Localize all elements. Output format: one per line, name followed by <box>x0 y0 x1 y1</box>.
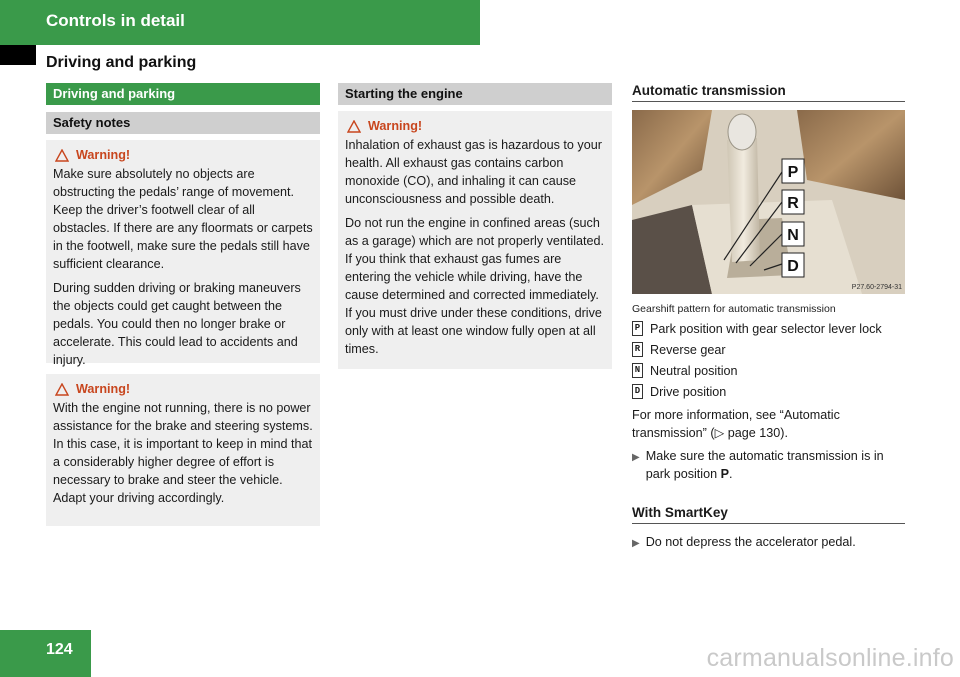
photo-label-r: R <box>787 195 799 212</box>
photo-caption: Gearshift pattern for automatic transmission <box>632 303 836 315</box>
warning-triangle-icon <box>347 120 361 133</box>
page-number: 124 <box>46 641 73 658</box>
section-bar-starting: Starting the engine <box>338 83 612 105</box>
gear-item-d <box>632 381 908 402</box>
photo-label-p: P <box>787 164 799 181</box>
gear-item-n <box>632 360 908 381</box>
warning-paragraph: Do not run the engine in confined areas (such as a garage) which are not properly ventilated. If you think that exhaust gas fumes are entering the vehicle while driving, have the cause determined and corrected immediately. If you must drive under these conditions, drive only with at least one window fully open at all times. <box>345 216 605 356</box>
gear-item-r <box>632 339 908 360</box>
gearshift-photo <box>632 110 905 294</box>
bullet-accelerator <box>632 533 908 553</box>
watermark: carmanualsonline.info <box>706 644 954 672</box>
section-bar-driving: Driving and parking <box>46 83 320 105</box>
warning-paragraph: Inhalation of exhaust gas is hazardous to your health. All exhaust gas contains carbon monoxide (CO), and inhaling it can cause unconsciousness and possible death. <box>345 138 602 206</box>
bullet-text: Make sure the automatic transmission is in park position P. <box>645 449 884 481</box>
warning-box-pedals <box>46 140 320 367</box>
gear-text: Neutral position <box>650 363 738 378</box>
warning-label: Warning! <box>76 148 131 162</box>
warning-label: Warning! <box>76 382 131 396</box>
photo-code: P27.60-2794-31 <box>851 284 902 291</box>
section-title: Driving and parking <box>46 54 197 71</box>
gear-list <box>632 318 908 402</box>
warning-paragraph: During sudden driving or braking maneuvers the objects could get caught between the pedals. You could then no longer brake or accelerate. This could lead to accidents and injury. <box>53 281 301 367</box>
header-marker <box>0 45 36 65</box>
warning-paragraph: Make sure absolutely no objects are obstructing the pedals’ range of movement. Keep the driver’s footwell clear of all obstacles. If there are any floormats or carpets in the footwell, make sure the pedals still have sufficient clearance. <box>53 167 313 271</box>
warning-paragraph: With the engine not running, there is no power assistance for the brake and steering systems. In this case, it is important to keep in mind that a considerably higher degree of effort is necessary to brake and steer the vehicle. Adapt your driving accordingly. <box>53 401 313 505</box>
bullet-text: Do not depress the accelerator pedal. <box>645 535 856 549</box>
bullet-park-position <box>632 447 908 483</box>
gear-key-icon: P <box>632 321 643 336</box>
gear-key-icon: R <box>632 342 643 357</box>
gear-text: Reverse gear <box>650 342 726 357</box>
warning-header <box>55 380 314 398</box>
warning-box-engine-off <box>46 374 320 526</box>
warning-header <box>347 117 606 135</box>
bullet-arrow-icon: ▶ <box>632 452 640 463</box>
gear-text: Park position with gear selector lever lock <box>650 321 882 336</box>
gear-item-p <box>632 318 908 339</box>
gear-text: Drive position <box>650 384 727 399</box>
warning-header <box>55 146 314 164</box>
heading-smartkey: With SmartKey <box>632 505 905 524</box>
gear-key-icon: D <box>632 384 643 399</box>
warning-label: Warning! <box>368 119 423 133</box>
warning-triangle-icon <box>55 149 69 162</box>
photo-label-n: N <box>787 227 799 244</box>
warning-box-exhaust <box>338 111 612 369</box>
photo-label-d: D <box>787 258 799 275</box>
gear-key-icon: N <box>632 363 643 378</box>
bullet-arrow-icon: ▶ <box>632 538 640 549</box>
chapter-title: Controls in detail <box>46 11 185 30</box>
warning-triangle-icon <box>55 383 69 396</box>
subsection-bar-safety: Safety notes <box>46 112 320 134</box>
more-info-text: For more information, see “Automatic transmission” (▷ page 130). <box>632 408 840 440</box>
heading-automatic-transmission: Automatic transmission <box>632 83 905 102</box>
